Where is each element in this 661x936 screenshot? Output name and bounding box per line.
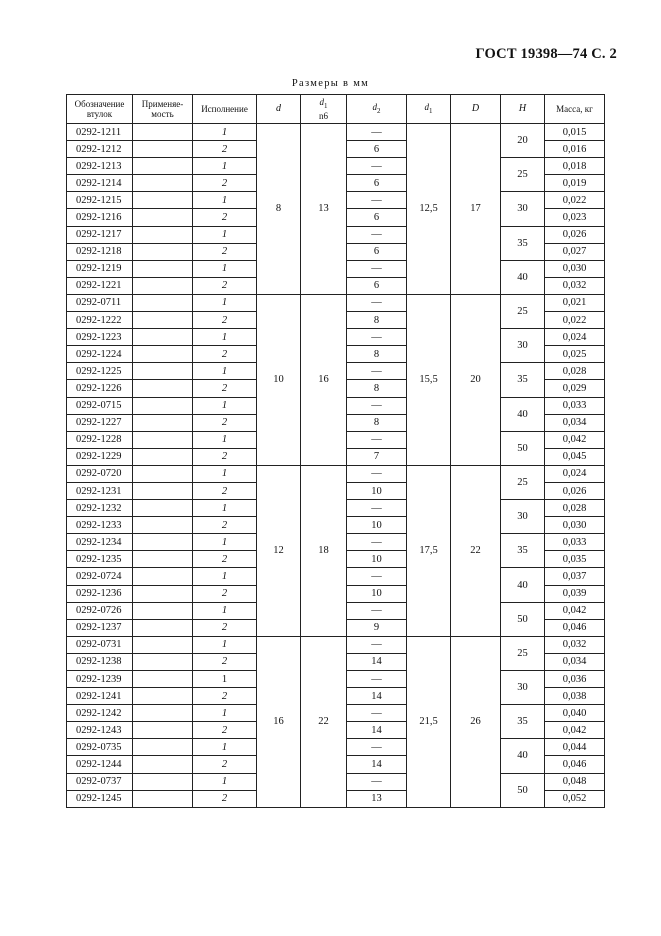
usage-cell — [133, 294, 193, 311]
d2-cell: — — [347, 397, 407, 414]
mass-cell: 0,033 — [545, 397, 605, 414]
version-cell: 1 — [193, 636, 257, 653]
mass-cell: 0,028 — [545, 363, 605, 380]
designation-cell: 0292-1227 — [67, 414, 133, 431]
d2-cell: 8 — [347, 380, 407, 397]
col-H: H — [501, 95, 545, 124]
mass-cell: 0,023 — [545, 209, 605, 226]
d2-cell: 6 — [347, 209, 407, 226]
mass-cell: 0,019 — [545, 175, 605, 192]
version-cell: 2 — [193, 312, 257, 329]
usage-cell — [133, 192, 193, 209]
designation-cell: 0292-1218 — [67, 243, 133, 260]
mass-cell: 0,018 — [545, 158, 605, 175]
designation-cell: 0292-1228 — [67, 431, 133, 448]
col-mass: Масса, кг — [545, 95, 605, 124]
mass-cell: 0,028 — [545, 500, 605, 517]
version-cell: 1 — [193, 431, 257, 448]
designation-cell: 0292-0735 — [67, 739, 133, 756]
mass-cell: 0,044 — [545, 739, 605, 756]
version-cell: 2 — [193, 277, 257, 294]
D-cell: 22 — [451, 465, 501, 636]
designation-cell: 0292-0726 — [67, 602, 133, 619]
d-cell: 12 — [257, 465, 301, 636]
version-cell: 1 — [193, 294, 257, 311]
usage-cell — [133, 739, 193, 756]
version-cell: 2 — [193, 517, 257, 534]
designation-cell: 0292-1217 — [67, 226, 133, 243]
mass-cell: 0,022 — [545, 192, 605, 209]
mass-cell: 0,042 — [545, 602, 605, 619]
mass-cell: 0,024 — [545, 329, 605, 346]
d2-cell: 6 — [347, 175, 407, 192]
d2-cell: 14 — [347, 756, 407, 773]
designation-cell: 0292-1216 — [67, 209, 133, 226]
d2-cell: 10 — [347, 551, 407, 568]
version-cell: 1 — [193, 260, 257, 277]
usage-cell — [133, 602, 193, 619]
d2-cell: — — [347, 226, 407, 243]
usage-cell — [133, 209, 193, 226]
usage-cell — [133, 175, 193, 192]
d-cell: 8 — [257, 124, 301, 295]
col-d: d — [257, 95, 301, 124]
H-cell: 25 — [501, 465, 545, 499]
version-cell: 2 — [193, 688, 257, 705]
D-cell: 17 — [451, 124, 501, 295]
version-cell: 2 — [193, 141, 257, 158]
version-cell: 2 — [193, 175, 257, 192]
designation-cell: 0292-1244 — [67, 756, 133, 773]
version-cell: 1 — [193, 773, 257, 790]
H-cell: 35 — [501, 534, 545, 568]
version-cell: 2 — [193, 243, 257, 260]
d3-cell: 12,5 — [407, 124, 451, 295]
d2-cell: — — [347, 636, 407, 653]
document-header: ГОСТ 19398—74 С. 2 — [475, 46, 617, 62]
designation-cell: 0292-1225 — [67, 363, 133, 380]
H-cell: 25 — [501, 294, 545, 328]
table-body — [67, 124, 605, 808]
H-cell: 25 — [501, 158, 545, 192]
d3-cell: 21,5 — [407, 636, 451, 807]
designation-cell: 0292-0731 — [67, 636, 133, 653]
mass-cell: 0,052 — [545, 790, 605, 807]
designation-cell: 0292-1238 — [67, 653, 133, 670]
mass-cell: 0,033 — [545, 534, 605, 551]
version-cell: 2 — [193, 756, 257, 773]
designation-cell: 0292-1223 — [67, 329, 133, 346]
usage-cell — [133, 448, 193, 465]
version-cell: 2 — [193, 380, 257, 397]
usage-cell — [133, 534, 193, 551]
version-cell: 2 — [193, 551, 257, 568]
usage-cell — [133, 158, 193, 175]
mass-cell: 0,046 — [545, 619, 605, 636]
usage-cell — [133, 773, 193, 790]
H-cell: 50 — [501, 431, 545, 465]
H-cell: 40 — [501, 568, 545, 602]
designation-cell: 0292-1236 — [67, 585, 133, 602]
version-cell: 1 — [193, 397, 257, 414]
usage-cell — [133, 688, 193, 705]
mass-cell: 0,026 — [545, 482, 605, 499]
usage-cell — [133, 517, 193, 534]
d2-cell: — — [347, 465, 407, 482]
H-cell: 30 — [501, 671, 545, 705]
d2-cell: — — [347, 431, 407, 448]
designation-cell: 0292-1241 — [67, 688, 133, 705]
d3-cell: 17,5 — [407, 465, 451, 636]
d2-cell: 8 — [347, 312, 407, 329]
H-cell: 20 — [501, 124, 545, 158]
designation-cell: 0292-1245 — [67, 790, 133, 807]
mass-cell: 0,032 — [545, 636, 605, 653]
D-cell: 26 — [451, 636, 501, 807]
mass-cell: 0,034 — [545, 414, 605, 431]
H-cell: 50 — [501, 602, 545, 636]
version-cell: 1 — [193, 739, 257, 756]
col-d3: $d_1$ — [407, 95, 451, 124]
version-cell: 2 — [193, 722, 257, 739]
d2-cell: 8 — [347, 414, 407, 431]
usage-cell — [133, 636, 193, 653]
d2-cell: 10 — [347, 585, 407, 602]
mass-cell: 0,030 — [545, 517, 605, 534]
version-cell: 1 — [193, 124, 257, 141]
version-cell: 1 — [193, 534, 257, 551]
version-cell: 2 — [193, 448, 257, 465]
mass-cell: 0,042 — [545, 431, 605, 448]
version-cell: 2 — [193, 482, 257, 499]
col-designation: Обозначение втулок — [67, 95, 133, 124]
version-cell: 1 — [193, 705, 257, 722]
d2-cell: 13 — [347, 790, 407, 807]
mass-cell: 0,026 — [545, 226, 605, 243]
mass-cell: 0,036 — [545, 671, 605, 688]
d1-cell: 13 — [301, 124, 347, 295]
version-cell: 2 — [193, 585, 257, 602]
mass-cell: 0,015 — [545, 124, 605, 141]
H-cell: 50 — [501, 773, 545, 807]
mass-cell: 0,042 — [545, 722, 605, 739]
designation-cell: 0292-1213 — [67, 158, 133, 175]
mass-cell: 0,038 — [545, 688, 605, 705]
H-cell: 30 — [501, 500, 545, 534]
designation-cell: 0292-1211 — [67, 124, 133, 141]
d2-cell: — — [347, 124, 407, 141]
mass-cell: 0,016 — [545, 141, 605, 158]
H-cell: 40 — [501, 397, 545, 431]
d2-cell: — — [347, 773, 407, 790]
version-cell: 1 — [193, 226, 257, 243]
version-cell: 1 — [193, 158, 257, 175]
d2-cell: — — [347, 158, 407, 175]
usage-cell — [133, 363, 193, 380]
version-cell: 2 — [193, 346, 257, 363]
usage-cell — [133, 790, 193, 807]
col-D: D — [451, 95, 501, 124]
designation-cell: 0292-1229 — [67, 448, 133, 465]
d2-cell: — — [347, 500, 407, 517]
usage-cell — [133, 619, 193, 636]
H-cell: 25 — [501, 636, 545, 670]
usage-cell — [133, 465, 193, 482]
version-cell: 1 — [193, 329, 257, 346]
d2-cell: — — [347, 534, 407, 551]
version-cell: 1 — [193, 500, 257, 517]
mass-cell: 0,029 — [545, 380, 605, 397]
designation-cell: 0292-0737 — [67, 773, 133, 790]
mass-cell: 0,030 — [545, 260, 605, 277]
d2-cell: 6 — [347, 141, 407, 158]
d2-cell: 9 — [347, 619, 407, 636]
H-cell: 30 — [501, 192, 545, 226]
usage-cell — [133, 653, 193, 670]
designation-cell: 0292-1215 — [67, 192, 133, 209]
designation-cell: 0292-0711 — [67, 294, 133, 311]
usage-cell — [133, 585, 193, 602]
usage-cell — [133, 141, 193, 158]
mass-cell: 0,037 — [545, 568, 605, 585]
version-cell: 2 — [193, 653, 257, 670]
version-cell: 1 — [193, 465, 257, 482]
designation-cell: 0292-1231 — [67, 482, 133, 499]
mass-cell: 0,035 — [545, 551, 605, 568]
designation-cell: 0292-1212 — [67, 141, 133, 158]
designation-cell: 0292-0724 — [67, 568, 133, 585]
designation-cell: 0292-1235 — [67, 551, 133, 568]
table-row — [67, 124, 605, 141]
designation-cell: 0292-1237 — [67, 619, 133, 636]
d1-cell: 18 — [301, 465, 347, 636]
col-usage: Применяе-мость — [133, 95, 193, 124]
d2-cell: 14 — [347, 688, 407, 705]
d2-cell: — — [347, 294, 407, 311]
d2-cell: 6 — [347, 243, 407, 260]
mass-cell: 0,040 — [545, 705, 605, 722]
d-cell: 16 — [257, 636, 301, 807]
col-d2: $d_2$ — [347, 95, 407, 124]
designation-cell: 0292-1214 — [67, 175, 133, 192]
d2-cell: — — [347, 363, 407, 380]
usage-cell — [133, 226, 193, 243]
mass-cell: 0,025 — [545, 346, 605, 363]
version-cell: 2 — [193, 209, 257, 226]
d2-cell: — — [347, 602, 407, 619]
designation-cell: 0292-1239 — [67, 671, 133, 688]
H-cell: 35 — [501, 363, 545, 397]
usage-cell — [133, 380, 193, 397]
designation-cell: 0292-1242 — [67, 705, 133, 722]
col-version: Исполнение — [193, 95, 257, 124]
usage-cell — [133, 243, 193, 260]
d2-cell: 7 — [347, 448, 407, 465]
mass-cell: 0,027 — [545, 243, 605, 260]
mass-cell: 0,034 — [545, 653, 605, 670]
d3-cell: 15,5 — [407, 294, 451, 465]
usage-cell — [133, 705, 193, 722]
designation-cell: 0292-1222 — [67, 312, 133, 329]
usage-cell — [133, 397, 193, 414]
mass-cell: 0,032 — [545, 277, 605, 294]
d2-cell: — — [347, 260, 407, 277]
version-cell: 1 — [193, 671, 257, 688]
d-cell: 10 — [257, 294, 301, 465]
designation-cell: 0292-0715 — [67, 397, 133, 414]
usage-cell — [133, 500, 193, 517]
H-cell: 35 — [501, 705, 545, 739]
usage-cell — [133, 260, 193, 277]
usage-cell — [133, 431, 193, 448]
designation-cell: 0292-1224 — [67, 346, 133, 363]
H-cell: 35 — [501, 226, 545, 260]
mass-cell: 0,048 — [545, 773, 605, 790]
usage-cell — [133, 346, 193, 363]
version-cell: 2 — [193, 414, 257, 431]
col-d1: $d_1$ n6 — [301, 95, 347, 124]
table-row — [67, 294, 605, 311]
d2-cell: — — [347, 329, 407, 346]
designation-cell: 0292-1233 — [67, 517, 133, 534]
bushings-table — [66, 94, 605, 808]
d2-cell: — — [347, 192, 407, 209]
H-cell: 30 — [501, 329, 545, 363]
usage-cell — [133, 482, 193, 499]
d1-cell: 22 — [301, 636, 347, 807]
designation-cell: 0292-0720 — [67, 465, 133, 482]
designation-cell: 0292-1243 — [67, 722, 133, 739]
mass-cell: 0,022 — [545, 312, 605, 329]
mass-cell: 0,039 — [545, 585, 605, 602]
usage-cell — [133, 671, 193, 688]
mass-cell: 0,046 — [545, 756, 605, 773]
version-cell: 1 — [193, 363, 257, 380]
designation-cell: 0292-1226 — [67, 380, 133, 397]
usage-cell — [133, 756, 193, 773]
usage-cell — [133, 568, 193, 585]
mass-cell: 0,021 — [545, 294, 605, 311]
d2-cell: 10 — [347, 517, 407, 534]
d2-cell: 10 — [347, 482, 407, 499]
d2-cell: 14 — [347, 722, 407, 739]
version-cell: 1 — [193, 602, 257, 619]
mass-cell: 0,024 — [545, 465, 605, 482]
mass-cell: 0,045 — [545, 448, 605, 465]
D-cell: 20 — [451, 294, 501, 465]
usage-cell — [133, 312, 193, 329]
usage-cell — [133, 329, 193, 346]
H-cell: 40 — [501, 739, 545, 773]
designation-cell: 0292-1219 — [67, 260, 133, 277]
d2-cell: — — [347, 671, 407, 688]
version-cell: 2 — [193, 790, 257, 807]
units-caption: Размеры в мм — [291, 78, 370, 89]
d2-cell: — — [347, 568, 407, 585]
designation-cell: 0292-1234 — [67, 534, 133, 551]
usage-cell — [133, 414, 193, 431]
table-header-row — [67, 95, 605, 124]
version-cell: 1 — [193, 568, 257, 585]
table-row — [67, 465, 605, 482]
H-cell: 40 — [501, 260, 545, 294]
usage-cell — [133, 551, 193, 568]
version-cell: 1 — [193, 192, 257, 209]
usage-cell — [133, 277, 193, 294]
d2-cell: 14 — [347, 653, 407, 670]
d2-cell: 8 — [347, 346, 407, 363]
d2-cell: — — [347, 705, 407, 722]
table-row — [67, 636, 605, 653]
d2-cell: — — [347, 739, 407, 756]
usage-cell — [133, 722, 193, 739]
d2-cell: 6 — [347, 277, 407, 294]
designation-cell: 0292-1232 — [67, 500, 133, 517]
d1-cell: 16 — [301, 294, 347, 465]
designation-cell: 0292-1221 — [67, 277, 133, 294]
usage-cell — [133, 124, 193, 141]
version-cell: 2 — [193, 619, 257, 636]
